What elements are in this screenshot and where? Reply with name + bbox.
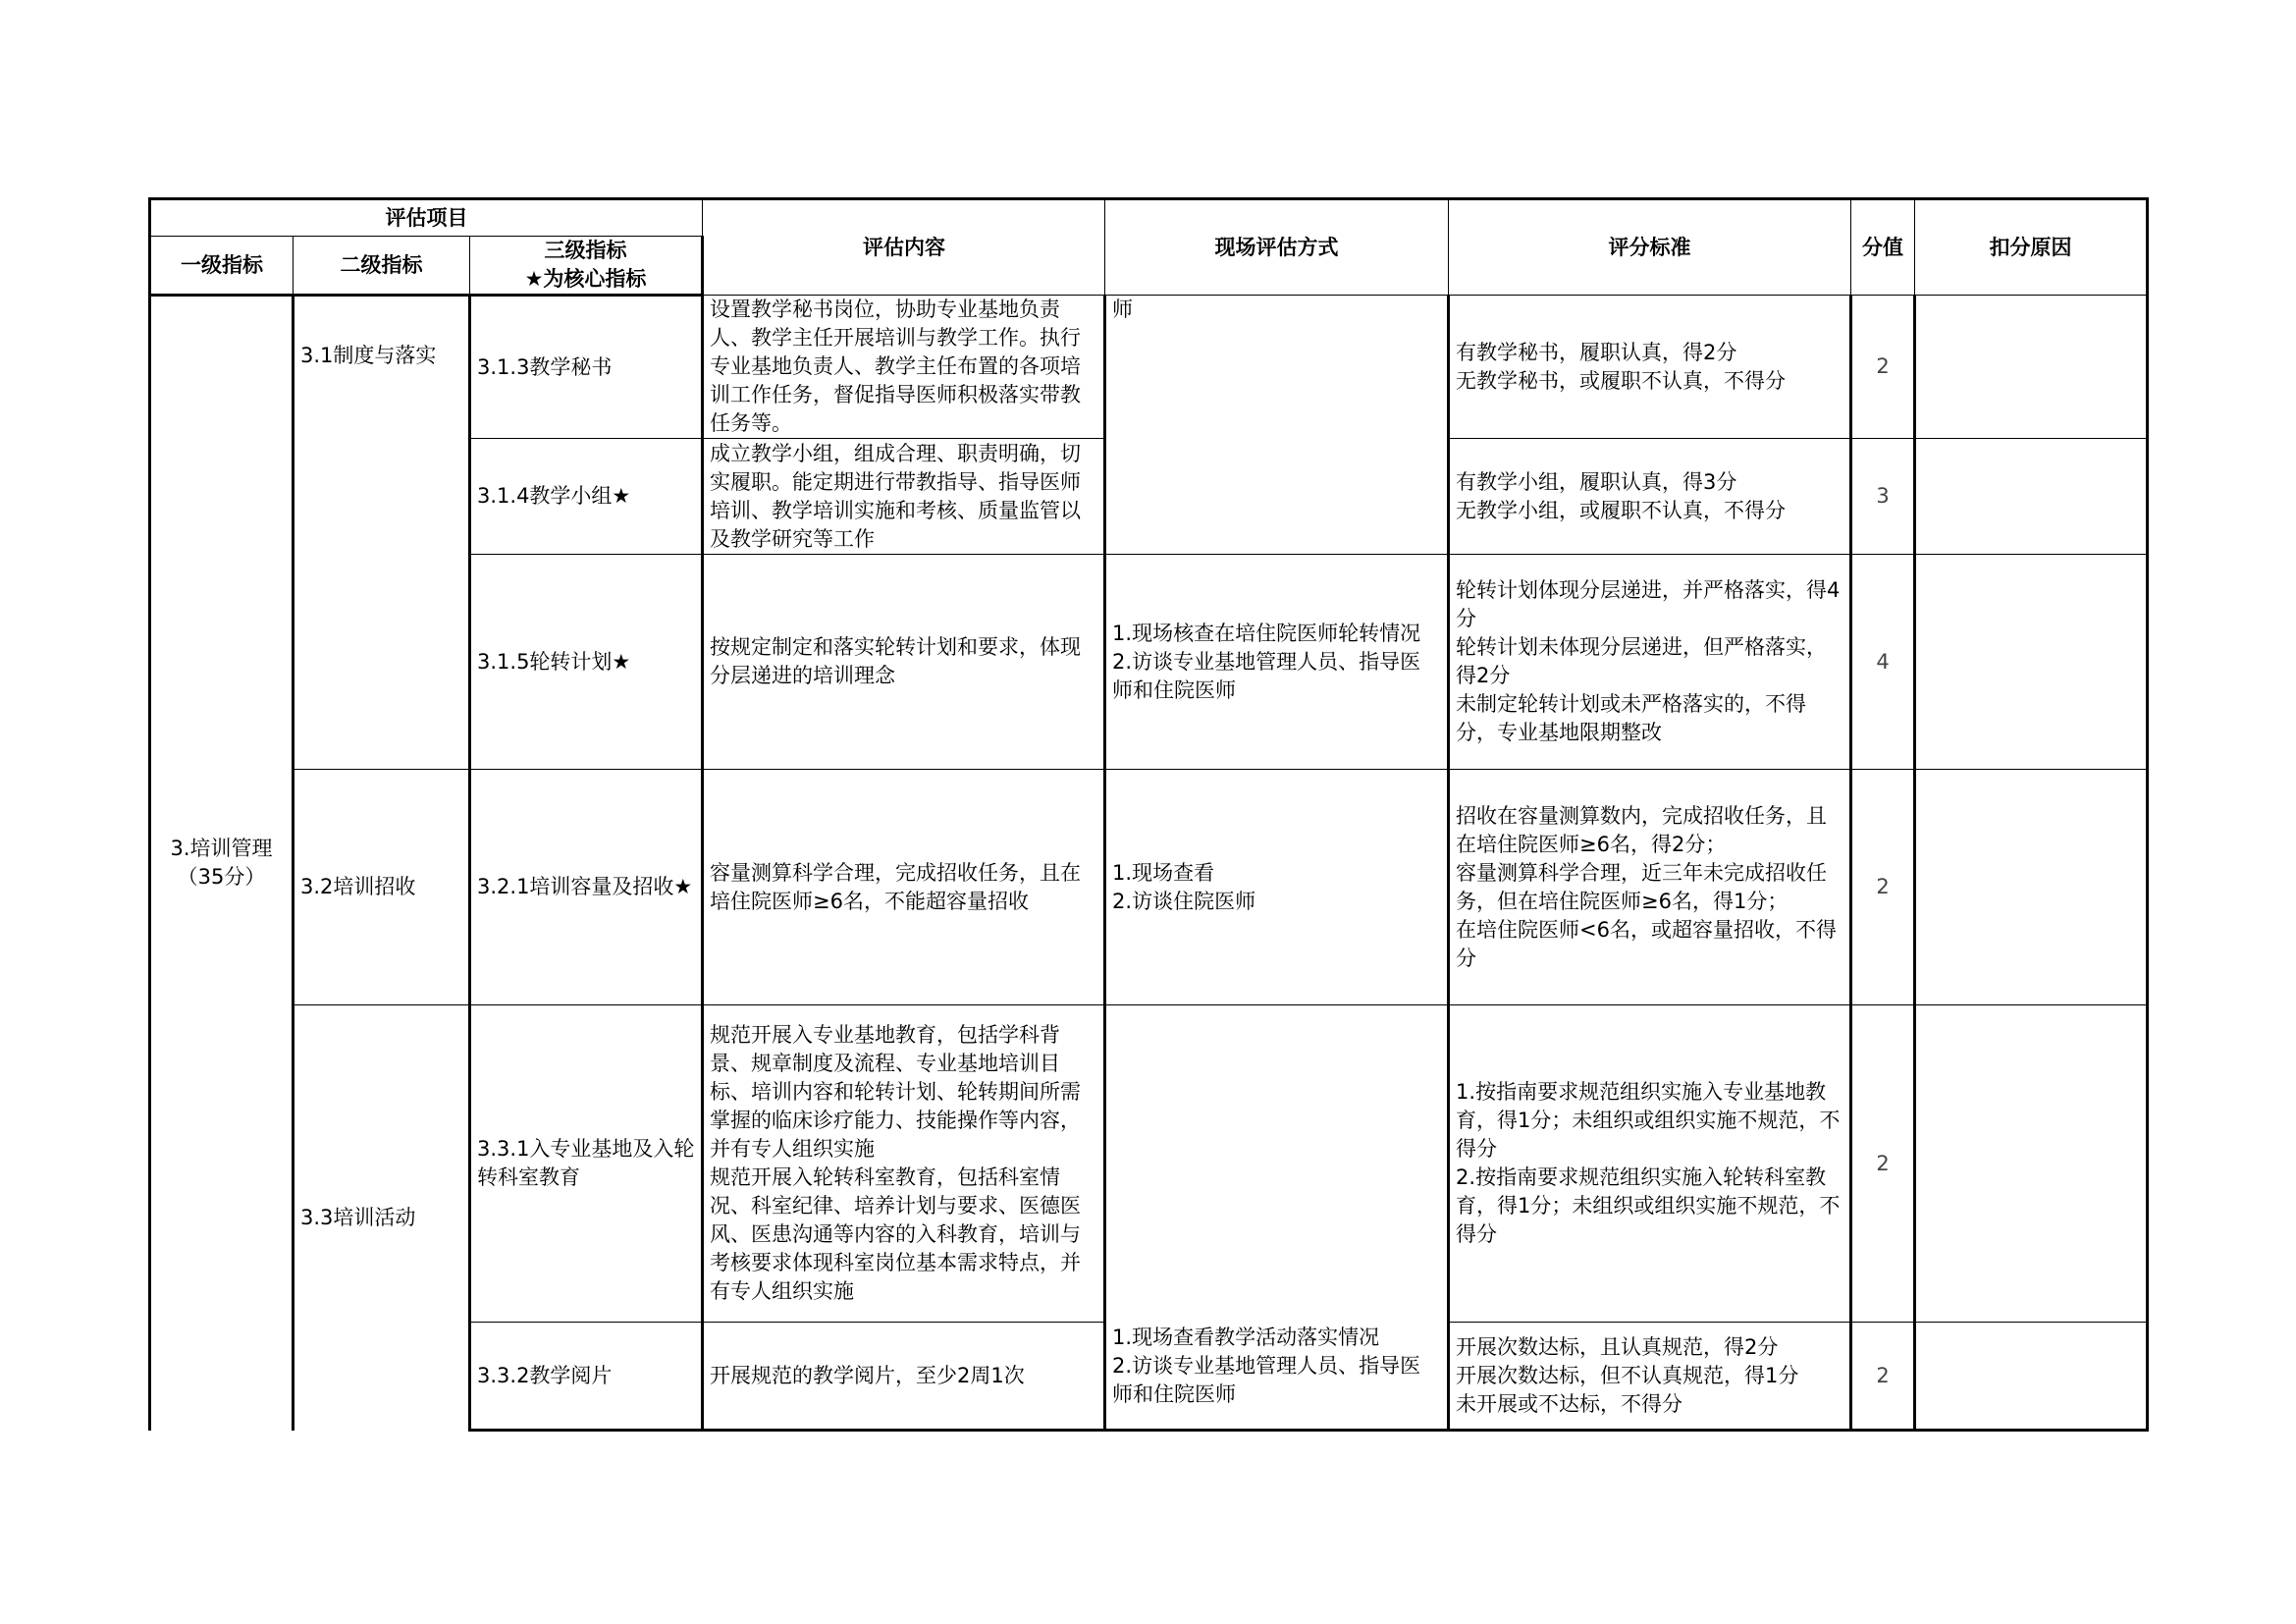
standard-cell: 有教学小组，履职认真，得3分 无教学小组，或履职不认真，不得分 — [1449, 439, 1851, 555]
header-level3: 三级指标 ★为核心指标 — [470, 237, 703, 296]
header-score: 分值 — [1851, 199, 1915, 296]
table-row — [150, 770, 2148, 1005]
standard-cell: 有教学秘书，履职认真，得2分 无教学秘书，或履职不认真，不得分 — [1449, 296, 1851, 439]
evaluation-table — [148, 197, 2149, 1432]
deduct-cell — [1915, 296, 2148, 439]
deduct-cell — [1915, 1005, 2148, 1323]
score-cell: 2 — [1851, 1005, 1915, 1323]
header-method: 现场评估方式 — [1105, 199, 1449, 296]
content-cell: 规范开展入专业基地教育，包括学科背景、规章制度及流程、专业基地培训目标、培训内容和轮转计划、轮转期间所需掌握的临床诊疗能力、技能操作等内容，并有专人组织实施 规范开展入轮转科室教育，包括科室情况、科室纪律、培养计划与要求、医德医风、医患沟通等内容的入科教育，培训与考核要求体现科室岗位基本需求特点，并有专人组织实施 — [703, 1005, 1105, 1323]
header-level2: 二级指标 — [294, 237, 470, 296]
deduct-cell — [1915, 1323, 2148, 1431]
score-cell: 3 — [1851, 439, 1915, 555]
standard-cell: 开展次数达标，且认真规范，得2分 开展次数达标，但不认真规范，得1分 未开展或不达标，不得分 — [1449, 1323, 1851, 1431]
level3-cell: 3.3.1入专业基地及入轮转科室教育 — [470, 1005, 703, 1323]
score-cell: 2 — [1851, 770, 1915, 1005]
method-cell: 1.现场查看教学活动落实情况 2.访谈专业基地管理人员、指导医师和住院医师 — [1105, 1005, 1449, 1431]
standard-cell: 轮转计划体现分层递进，并严格落实，得4分 轮转计划未体现分层递进，但严格落实，得2分 未制定轮转计划或未严格落实的，不得分，专业基地限期整改 — [1449, 555, 1851, 770]
header-level1: 一级指标 — [150, 237, 294, 296]
score-cell: 4 — [1851, 555, 1915, 770]
level3-cell: 3.1.4教学小组★ — [470, 439, 703, 555]
table-row — [150, 296, 2148, 439]
header-eval-project: 评估项目 — [150, 199, 703, 237]
deduct-cell — [1915, 770, 2148, 1005]
deduct-cell — [1915, 555, 2148, 770]
score-cell: 2 — [1851, 1323, 1915, 1431]
level3-cell: 3.1.3教学秘书 — [470, 296, 703, 439]
deduct-cell — [1915, 439, 2148, 555]
level3-cell: 3.2.1培训容量及招收★ — [470, 770, 703, 1005]
level3-cell: 3.1.5轮转计划★ — [470, 555, 703, 770]
content-cell: 成立教学小组，组成合理、职责明确，切实履职。能定期进行带教指导、指导医师培训、教学培训实施和考核、质量监管以及教学研究等工作 — [703, 439, 1105, 555]
standard-cell: 招收在容量测算数内，完成招收任务，且在培住院医师≥6名，得2分； 容量测算科学合理，近三年未完成招收任务，但在培住院医师≥6名，得1分； 在培住院医师<6名，或超容量招收，不得分 — [1449, 770, 1851, 1005]
method-cell: 1.现场查看 2.访谈住院医师 — [1105, 770, 1449, 1005]
level3-cell: 3.3.2教学阅片 — [470, 1323, 703, 1431]
method-cell: 1.现场核查在培住院医师轮转情况 2.访谈专业基地管理人员、指导医师和住院医师 — [1105, 555, 1449, 770]
header-content: 评估内容 — [703, 199, 1105, 296]
header-standard: 评分标准 — [1449, 199, 1851, 296]
content-cell: 设置教学秘书岗位，协助专业基地负责人、教学主任开展培训与教学工作。执行专业基地负责人、教学主任布置的各项培训工作任务，督促指导医师积极落实带教任务等。 — [703, 296, 1105, 439]
level2-cell-3-2: 3.2培训招收 — [294, 770, 470, 1005]
table-row — [150, 1005, 2148, 1323]
level2-cell-3-1: 3.1制度与落实 — [294, 296, 470, 770]
standard-cell: 1.按指南要求规范组织实施入专业基地教育，得1分；未组织或组织实施不规范，不得分 2.按指南要求规范组织实施入轮转科室教育，得1分；未组织或组织实施不规范，不得分 — [1449, 1005, 1851, 1323]
content-cell: 容量测算科学合理，完成招收任务，且在培住院医师≥6名，不能超容量招收 — [703, 770, 1105, 1005]
score-cell: 2 — [1851, 296, 1915, 439]
level1-cell: 3.培训管理 （35分） — [150, 296, 294, 1431]
header-deduct: 扣分原因 — [1915, 199, 2148, 296]
level2-cell-3-3: 3.3培训活动 — [294, 1005, 470, 1431]
method-cell: 师 — [1105, 296, 1449, 555]
content-cell: 按规定制定和落实轮转计划和要求，体现分层递进的培训理念 — [703, 555, 1105, 770]
content-cell: 开展规范的教学阅片，至少2周1次 — [703, 1323, 1105, 1431]
